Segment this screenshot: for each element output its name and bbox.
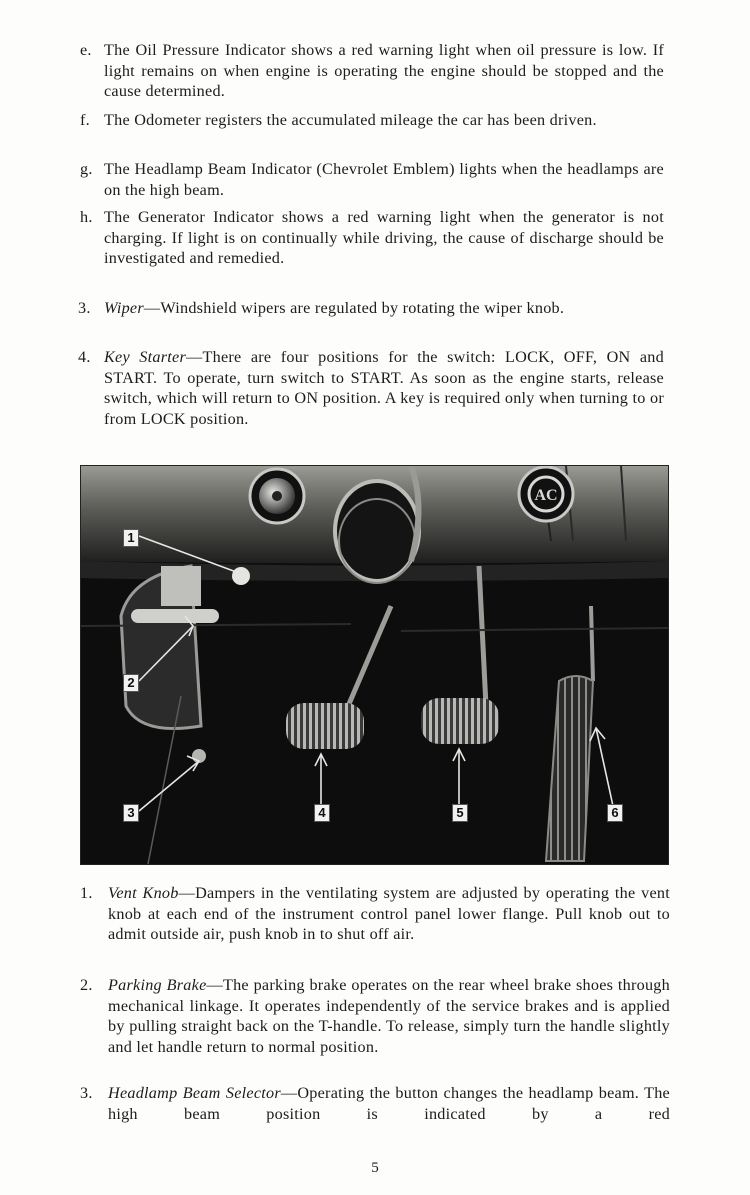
callout-1: 1	[123, 529, 139, 547]
callout-5: 5	[452, 804, 468, 822]
control-item-headlamp-beam-selector	[80, 1083, 670, 1124]
item-marker: e.	[80, 41, 92, 59]
item-marker: f.	[80, 111, 90, 129]
item-lead: Wiper	[104, 299, 144, 317]
photo-illustration	[81, 466, 668, 864]
item-text: —Operating the button changes the headlamp beam. The high beam position is indicated by a red	[108, 1084, 670, 1123]
item-marker: h.	[80, 208, 93, 226]
item-lead: Vent Knob	[108, 884, 179, 902]
item-text: —Windshield wipers are regulated by rotating the wiper knob.	[143, 299, 565, 317]
item-lead: Parking Brake	[108, 976, 207, 994]
indicator-item-h	[80, 207, 664, 269]
control-item-vent-knob	[80, 883, 670, 945]
item-text: The Oil Pressure Indicator shows a red warning light when oil pressure is low. If light remains on when engine is operating the engine should be stopped and the cause determined.	[104, 41, 664, 101]
callout-4: 4	[314, 804, 330, 822]
item-lead: Headlamp Beam Selector	[108, 1084, 281, 1102]
item-text: The Odometer registers the accumulated mileage the car has been driven.	[104, 111, 597, 129]
item-text: —There are four positions for the switch: LOCK, OFF, ON and START. To operate, turn switch to START. As soon as the engine starts, release switch, which will return to ON position. A key is required only when turning to or from LOCK position.	[104, 348, 664, 428]
callout-2: 2	[123, 674, 139, 692]
control-item-key-starter	[78, 347, 664, 429]
item-marker: 3.	[80, 1084, 93, 1102]
item-text: —Dampers in the ventilating system are adjusted by operating the vent knob at each end of the instrument control panel lower flange. Pull knob out to admit outside air, push knob in to shut off air.	[108, 884, 670, 944]
page-number: 5	[371, 1160, 379, 1176]
item-text: The Generator Indicator shows a red warning light when the generator is not charging. If light is on continually while driving, the cause of discharge should be investigated and remedied.	[104, 208, 664, 268]
control-item-parking-brake	[80, 975, 670, 1057]
item-text: The Headlamp Beam Indicator (Chevrolet Emblem) lights when the headlamps are on the high beam.	[104, 160, 664, 199]
callout-3: 3	[123, 804, 139, 822]
item-marker: 3.	[78, 299, 91, 317]
item-marker: 1.	[80, 884, 93, 902]
indicator-item-e	[80, 40, 664, 102]
svg-text:AC: AC	[534, 487, 558, 504]
item-marker: 2.	[80, 976, 93, 994]
item-text: —The parking brake operates on the rear wheel brake shoes through mechanical linkage. It operates independently of the service brakes and is applied by pulling straight back on the T-handle. To release, simply turn the handle slightly and let handle return to normal position.	[108, 976, 670, 1056]
control-item-wiper	[78, 298, 664, 319]
indicator-item-f	[80, 110, 664, 131]
item-lead: Key Starter	[104, 348, 187, 366]
callout-6: 6	[607, 804, 623, 822]
indicator-item-g	[80, 159, 664, 200]
item-marker: 4.	[78, 348, 91, 366]
pedal-controls-photo	[80, 465, 669, 865]
item-marker: g.	[80, 160, 93, 178]
